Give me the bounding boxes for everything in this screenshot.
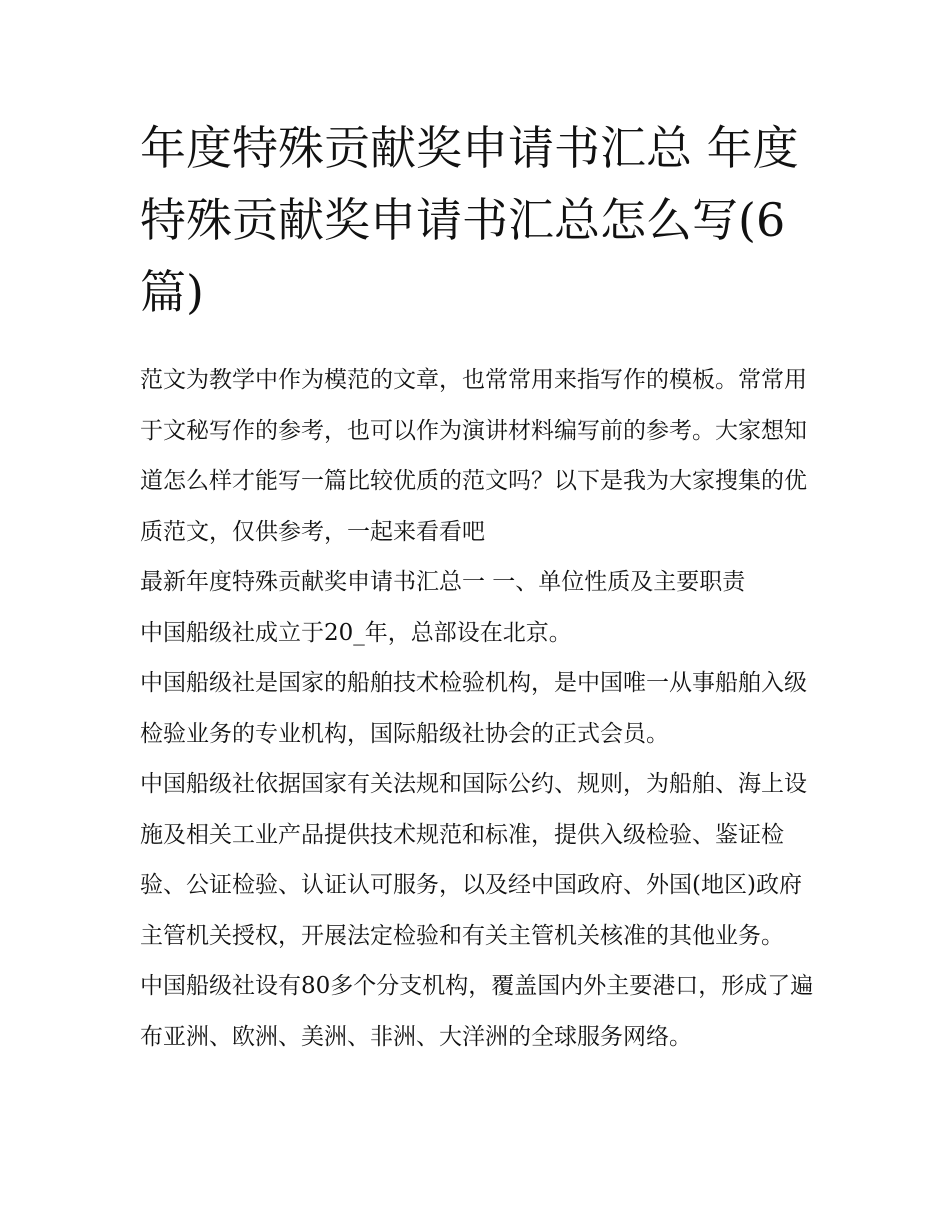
document-title: 年度特殊贡献奖申请书汇总 年度特殊贡献奖申请书汇总怎么写(6篇) [140, 121, 799, 319]
document-body [140, 355, 820, 1062]
paragraph-section-heading: 最新年度特殊贡献奖申请书汇总一 一、单位性质及主要职责 [140, 569, 746, 595]
paragraph-services: 中国船级社依据国家有关法规和国际公约、规则，为船舶、海上设施及相关工业产品提供技术规范和标准，提供入级检验、鉴证检验、公证检验、认证认可服务，以及经中国政府、外国(地区)政府主管机关授权，开展法定检验和有关主管机关核准的其他业务。 [140, 771, 807, 949]
paragraph-founding: 中国船级社成立于20_年，总部设在北京。 [140, 619, 572, 646]
paragraph-intro: 范文为教学中作为模范的文章，也常常用来指写作的模板。常常用于文秘写作的参考，也可以作为演讲材料编写前的参考。大家想知道怎么样才能写一篇比较优质的范文吗？以下是我为大家搜集的优质范文，仅供参考，一起来看看吧 [140, 367, 807, 545]
paragraph-institution: 中国船级社是国家的船舶技术检验机构，是中国唯一从事船舶入级检验业务的专业机构，国际船级社协会的正式会员。 [140, 670, 807, 747]
paragraph-network: 中国船级社设有80多个分支机构，覆盖国内外主要港口，形成了遍布亚洲、欧洲、美洲、非洲、大洋洲的全球服务网络。 [140, 973, 814, 1050]
